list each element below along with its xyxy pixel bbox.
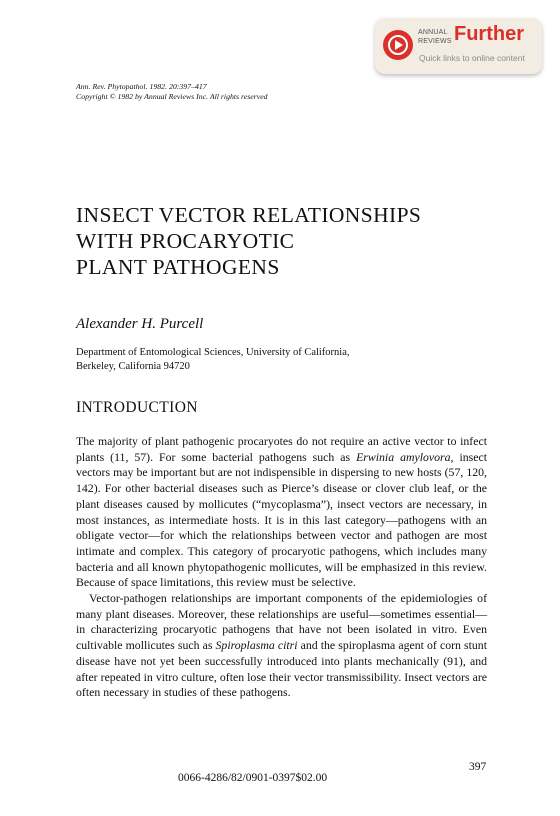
badge-publisher-label <box>418 28 452 46</box>
citation-line: Ann. Rev. Phytopathol. 1982. 20:397–417 <box>76 82 207 91</box>
title-line: PLANT PATHOGENS <box>76 255 280 279</box>
badge-reviews-text: REVIEWS <box>418 38 452 45</box>
badge-further-text[interactable]: Further <box>454 23 524 45</box>
body-paragraph <box>76 591 487 701</box>
paragraph-text: and the spiroplasma agent of corn stunt disease have not yet been successfully introduced into plants mechanically (91), and after repeated in vitro culture, often lose their vector transmissibility. Insect vectors are often necessary in studies of these pathogens. <box>76 638 487 700</box>
species-name: Spiroplasma citri <box>215 638 298 653</box>
section-heading: INTRODUCTION <box>76 399 198 416</box>
species-name: Erwinia amylovora, <box>356 449 454 464</box>
title-line: WITH PROCARYOTIC <box>76 229 295 253</box>
badge-quick-links-text[interactable]: Quick links to online content <box>419 53 525 63</box>
page-number: 397 <box>469 761 487 773</box>
author-affiliation <box>76 346 350 373</box>
paragraph-text: Vector-pathogen relationships are important components of the epidemiologies of many plant diseases. Moreover, these relationships are useful—sometimes essential—in characterizing procaryotic pathogens that have not been isolated in vitro. Even cultivable mollicutes such as <box>76 591 487 653</box>
article-body <box>76 434 487 701</box>
article-title <box>76 202 421 280</box>
paragraph-text: The majority of plant pathogenic procaryotes do not require an active vector to infect plants (11, 57). For some bacterial pathogens such as <box>76 434 487 464</box>
affiliation-line: Berkeley, California 94720 <box>76 360 190 372</box>
annual-reviews-logo-icon <box>383 30 413 60</box>
annual-reviews-further-badge[interactable] <box>375 18 542 74</box>
author-name: Alexander H. Purcell <box>76 316 204 332</box>
body-paragraph <box>76 434 487 591</box>
article-code: 0066-4286/82/0901-0397$02.00 <box>178 772 328 784</box>
journal-citation <box>76 82 268 102</box>
paragraph-text: insect vectors may be important but are not indispensible in dispersing to new hosts (57, 120, 142). For other bacterial diseases such as Pierce’s disease or clover club leaf, or the plant diseases caused by mollicutes (“mycoplasma”), insect vectors are necessary, in most instances, as intermediate hosts. It is in this last category—pathogens with an obligate vector—for which the relationships between vector and pathogen are most intimate and complex. This category of procaryotic pathogens, which includes many bacteria and all known phytopathogenic mollicutes, will be emphasized in this review. Because of space limitations, this review must be selective. <box>76 449 487 590</box>
affiliation-line: Department of Entomological Sciences, University of California, <box>76 347 350 358</box>
copyright-line: Copyright © 1982 by Annual Reviews Inc. All rights reserved <box>76 92 268 101</box>
title-line: INSECT VECTOR RELATIONSHIPS <box>76 203 422 227</box>
badge-annual-text: ANNUAL <box>418 29 448 36</box>
